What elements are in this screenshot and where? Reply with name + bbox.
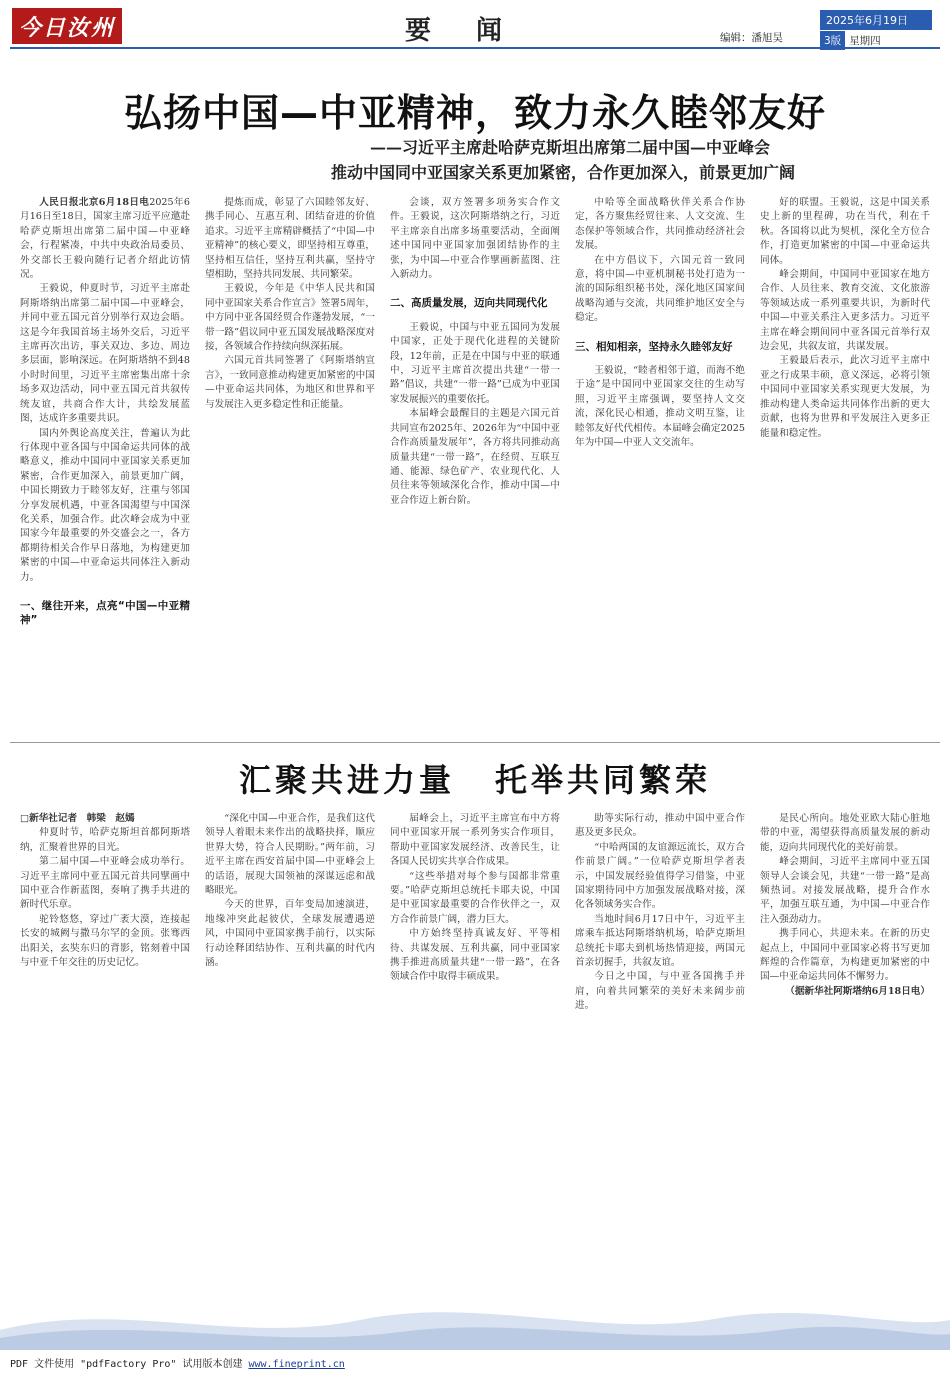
article1-paragraph: 好的联盟。王毅说，这是中国关系史上新的里程碑，功在当代，利在千秋。各国将以此为契机，深化全方位合作，打造更加紧密的中国—中亚命运共同体。 — [760, 197, 930, 266]
article2-column-3 — [390, 812, 560, 1282]
article2-headline-left: 汇聚共进力量 — [238, 761, 455, 799]
article2-paragraph: 仲夏时节，哈萨克斯坦首都阿斯塔纳，汇聚着世界的目光。 — [20, 827, 190, 853]
header-divider — [10, 47, 940, 49]
article2-headline-right: 托举共同繁荣 — [495, 761, 712, 799]
article1-paragraph: 王毅最后表示，此次习近平主席中亚之行成果丰硕，意义深远，必将引领中国同中亚国家关系实现更大发展，为推动构建人类命运共同体作出新的更大贡献，也将为世界和平发展注入更多正能量和稳定性。 — [760, 355, 930, 439]
article2-column-5 — [760, 812, 930, 1282]
section-title: 要 闻 — [405, 16, 521, 46]
article-divider — [10, 742, 940, 743]
article2-paragraph: 今日之中国，与中亚各国携手并肩，向着共同繁荣的美好未来阔步前进。 — [575, 971, 745, 1012]
article2-paragraph: 是民心所向。地处亚欧大陆心脏地带的中亚，渴望获得高质量发展的新动能，迈向共同现代化的美好前景。 — [760, 813, 930, 853]
article1-column-2 — [205, 196, 375, 736]
article1-deck-text: 推动中国同中亚国家关系更加紧密，合作更加深入，前景更加广阔 — [330, 163, 795, 182]
article2-paragraph: 今天的世界，百年变局加速演进，地缘冲突此起彼伏，全球发展遭遇逆风，中国同中亚国家携手前行，以实际行动诠释团结协作、互利共赢的时代内涵。 — [205, 899, 375, 969]
article1-paragraph: 国内外舆论高度关注，普遍认为此行体现中亚各国与中国命运共同体的战略意义，推动中国同中亚国家关系更加紧密，合作更加深入，前景更加广阔，中国长期致力于睦邻友好，注重与邻国分享发展机遇，中亚各国渴望与中国深化关系，加强合作。此次峰会成为中亚国家今年最重要的外交盛会之一，各方都期待相关合作早日落地，为构建更加紧密的中国—中亚命运共同体注入新动力。 — [20, 427, 190, 583]
footer-link[interactable]: www.fineprint.cn — [248, 1359, 345, 1370]
editor-credit: 编辑：潘旭昊 — [720, 32, 783, 44]
article2-column-4 — [575, 812, 745, 1282]
pdf-footer — [10, 1355, 345, 1370]
article1-headline: 弘扬中国—中亚精神，致力永久睦邻友好 — [123, 91, 826, 135]
article2-paragraph: “中哈两国的友谊源远流长，双方合作前景广阔。”一位哈萨克斯坦学者表示，中国发展经验值得学习借鉴，中亚国家期待同中方加强发展战略对接，深化各领域务实合作。 — [575, 841, 745, 911]
article2-paragraph: 当地时间6月17日中午，习近平主席乘车抵达阿斯塔纳机场，哈萨克斯坦总统托卡耶夫到机场热情迎接，两国元首亲切握手，共叙友谊。 — [575, 913, 745, 969]
page-number: 3版 — [820, 31, 845, 50]
article1-subtitle — [0, 135, 950, 158]
article1-dateline: 人民日报北京6月18日电 — [39, 197, 150, 208]
article1-paragraph: 中哈等全面战略伙伴关系合作协定，各方聚焦经贸往来、人文交流、生态保护等领域合作，共同推动经济社会发展。 — [575, 197, 745, 252]
article2-paragraph: “这些举措对每个参与国都非常重要。”哈萨克斯坦总统托卡耶夫说，中国是中亚国家最重要的合作伙伴之一，双方合作前景广阔，潜力巨大。 — [390, 870, 560, 925]
footer-text: PDF 文件使用 "pdfFactory Pro" 试用版本创建 — [10, 1359, 243, 1370]
article2-paragraph: 携手同心，共迎未来。在新的历史起点上，中国同中亚国家必将书写更加辉煌的合作篇章，为构建更加紧密的中国—中亚命运共同体不懈努力。 — [760, 928, 930, 983]
article2-byline: □新华社记者 韩梁 赵嫣 — [20, 813, 135, 824]
article2-paragraph: 驼铃悠悠，穿过广袤大漠，连接起长安的城阙与撒马尔罕的金顶。张骞西出阳关，玄奘东归的背影，铭刻着中国与中亚千年交往的历史记忆。 — [20, 913, 190, 969]
article1-deck — [0, 160, 950, 183]
article1-paragraph: 提炼而成，彰显了六国睦邻友好、携手同心、互惠互利、团结奋进的价值追求。习近平主席精辟概括了“中国—中亚精神”的核心要义，即坚持相互尊重，坚持相互信任，坚持互利共赢，坚持守望相助，坚持共同发展、共同繁荣。 — [205, 197, 375, 281]
article1-section-heading: 二、高质量发展，迈向共同现代化 — [390, 297, 548, 310]
article1-paragraph: 峰会期间，中国同中亚国家在地方合作、人员往来、教育交流、文化旅游等领域达成一系列重要共识，为新时代中国—中亚关系注入更多活力。习近平主席在峰会期间同中亚各国元首举行双边会见，共叙友谊，共谋发展。 — [760, 269, 930, 353]
article1-section-heading: 一、继往开来，点亮“中国—中亚精神” — [20, 599, 190, 627]
article2-source: （据新华社阿斯塔纳6月18日电） — [785, 985, 930, 997]
article2-column-2 — [205, 812, 375, 1282]
article2-column-1 — [20, 812, 190, 1282]
article1-paragraph: 王毅说，中国与中亚五国同为发展中国家，正处于现代化进程的关键阶段，12年前，正是在中国与中亚的联通中，习近平主席首次提出共建“一带一路”倡议，共建“一带一路”已成为中亚国家发展振兴的重要依托。 — [390, 321, 560, 405]
article1-paragraph: 王毅说，仲夏时节，习近平主席赴阿斯塔纳出席第二届中国—中亚峰会，并同中亚五国元首分别举行双边会晤。这是今年我国首场主场外交后，习近平主席再次出访，事关双边、多边、周边多层面，影响深远。在阿斯塔纳不到48小时时间里，习近平主席密集出席十余场多双边活动，同中亚五国元首共叙传统友谊，共商合作大计，共绘发展蓝图，达成许多重要共识。 — [20, 283, 190, 425]
article2-headline — [0, 755, 950, 801]
article2-paragraph: “深化中国—中亚合作，是我们这代领导人着眼未来作出的战略抉择，顺应世界大势，符合人民期盼。”两年前，习近平主席在西安首届中国—中亚峰会上的话语，展现大国领袖的深谋远虑和战略眼光。 — [205, 813, 375, 897]
article1-paragraph: 本届峰会最醒目的主题是六国元首共同宣布2025年、2026年为“中国中亚合作高质量发展年”，各方将共同推动高质量共建“一带一路”，在经贸、互联互通、能源、绿色矿产、农业现代化、人员往来等领域深化合作，推动中国—中亚合作迈上新台阶。 — [390, 408, 560, 506]
article2-paragraph: 峰会期间，习近平主席同中亚五国领导人会谈会见，共建“一带一路”是高频热词。对接发展战略，提升合作水平，加强互联互通，为中国—中亚合作注入强劲动力。 — [760, 856, 930, 925]
article1-paragraph: 2025年6月16日至18日，国家主席习近平应邀赴哈萨克斯坦出席第二届中国—中亚峰会，行程紧凑，中共中央政治局委员、外交部长王毅向随行记者介绍此访情况。 — [20, 197, 190, 281]
article1-column-5 — [760, 196, 930, 736]
issue-date: 2025年6月19日 — [820, 10, 932, 30]
date-box — [820, 10, 932, 50]
decorative-wave — [0, 1290, 950, 1350]
article1-paragraph: 会谈，双方签署多项务实合作文件。王毅说，这次阿斯塔纳之行，习近平主席亲自出席多场重要活动，全面阐述中国同中亚国家加强团结协作的主张，为中国—中亚合作擘画新蓝图、注入新动力。 — [390, 197, 560, 281]
article1-paragraph: 王毅说，今年是《中华人民共和国同中亚国家关系合作宣言》签署5周年，中方同中亚各国经贸合作蓬勃发展，“一带一路”倡议同中亚五国发展战略深度对接，各领域合作持续向纵深拓展。 — [205, 283, 375, 353]
article1-section-heading: 三、相知相亲，坚持永久睦邻友好 — [575, 340, 733, 353]
article2-paragraph: 第二届中国—中亚峰会成功举行。习近平主席同中亚五国元首共同擘画中国中亚合作新蓝图，奏响了携手共进的新时代乐章。 — [20, 856, 190, 911]
article1-column-3 — [390, 196, 560, 736]
article1-subtitle-text: ——习近平主席赴哈萨克斯坦出席第二届中国—中亚峰会 — [369, 138, 770, 157]
newspaper-logo: 今日汝州 — [12, 8, 122, 44]
article1-column-1 — [20, 196, 190, 736]
article1-paragraph: 在中方倡议下，六国元首一致同意，将中国—中亚机制秘书处打造为一流的国际组织秘书处，深化地区国家间战略沟通与交流，共同维护地区安全与稳定。 — [575, 254, 745, 324]
article1-paragraph: 王毅说，“睦者相邻于道，而海不绝于途”是中国同中亚国家交往的生动写照，习近平主席强调，要坚持人文交流，深化民心相通，推动文明互鉴，让睦邻友好代代相传。本届峰会确定2025年为中国—中亚人文交流年。 — [575, 365, 745, 449]
article2-paragraph: 助等实际行动，推动中国中亚合作惠及更多民众。 — [575, 813, 745, 839]
article2-paragraph: 中方始终坚持真诚友好、平等相待、共谋发展、互利共赢，同中亚国家携手推进高质量共建“一带一路”，在各领域合作中取得丰硕成果。 — [390, 928, 560, 983]
article2-paragraph: 届峰会上，习近平主席宣布中方将同中亚国家开展一系列务实合作项目，帮助中亚国家发展经济、改善民生，让各国人民切实共享合作成果。 — [390, 813, 560, 868]
article1-column-4 — [575, 196, 745, 736]
article1-paragraph: 六国元首共同签署了《阿斯塔纳宣言》，一致同意推动构建更加紧密的中国—中亚命运共同体，为地区和世界和平与发展注入更多稳定性和正能量。 — [205, 355, 375, 410]
weekday: 星期四 — [849, 35, 881, 47]
